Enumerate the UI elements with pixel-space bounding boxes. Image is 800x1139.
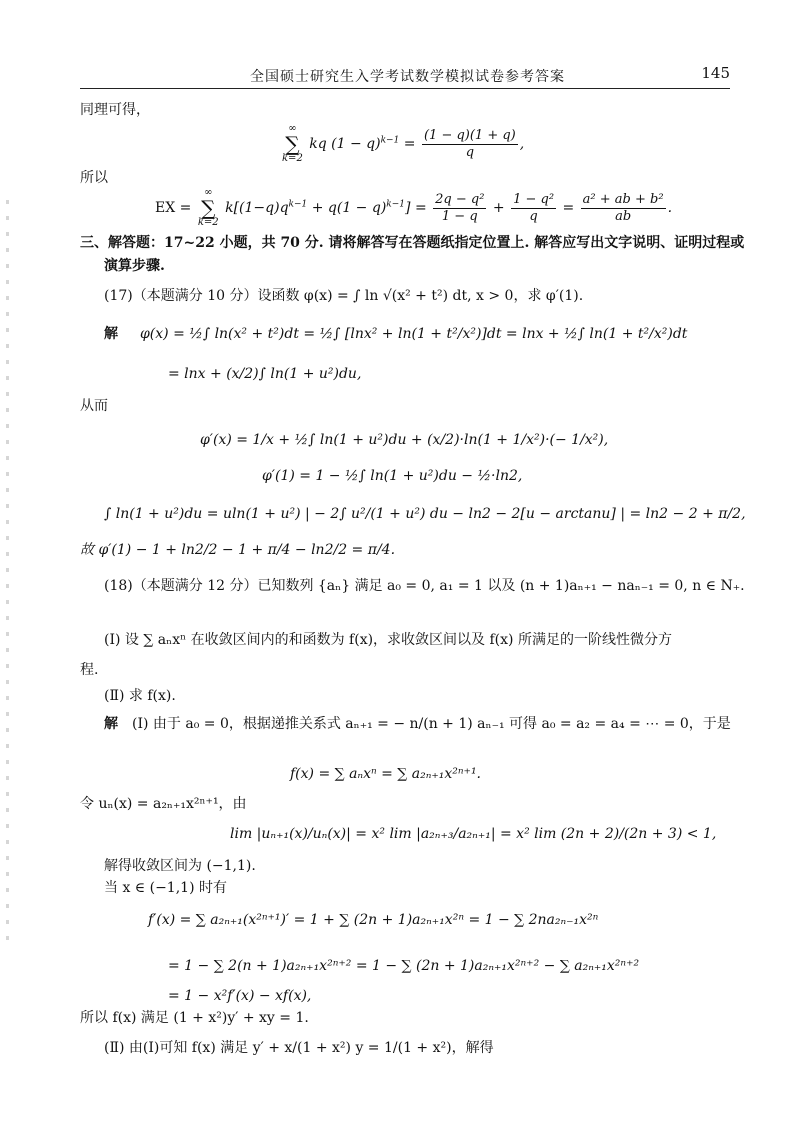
solution-label: 解	[104, 326, 118, 342]
question-18: (18)（本题满分 12 分）已知数列 {aₙ} 满足 a₀ = 0, a₁ = 1 以及 (n + 1)aₙ₊₁ − naₙ₋₁ = 0, n ∈ N₊.	[104, 578, 745, 594]
q18-solution-5: 解得收敛区间为 (−1,1).	[104, 858, 256, 874]
text-line: 所以	[80, 170, 108, 186]
equation-sum-kq: ∞ ∑ k=2 kq $(1 - q)^{k-1}$ = $\frac{(1 - q)(1 + q)}{q}$ ,	[282, 123, 525, 164]
q18-solution-4: lim |uₙ₊₁(x)/uₙ(x)| = x² lim |a₂ₙ₊₃/a₂ₙ₊₁| = x² lim (2n + 2)/(2n + 3) < 1,	[230, 826, 717, 842]
q17-derivative: φ′(x) = 1/x + ½∫ ln(1 + u²)du + (x/2)·ln(1 + 1/x²)·(− 1/x²),	[200, 432, 609, 448]
q17-answer: 故 φ′(1) − 1 + ln2/2 − 1 + π/4 − ln2/2 = π/4.	[80, 542, 396, 558]
margin-scan-marks	[6, 200, 9, 940]
q17-solution-line-2: = lnx + (x/2)∫ ln(1 + u²)du,	[168, 366, 362, 382]
text-line: 同理可得，	[80, 102, 150, 118]
q18-part-1: (Ⅰ) 设 ∑ aₙxⁿ 在收敛区间内的和函数为 f(x)，求收敛区间以及 f(x) 所满足的一阶线性微分方	[104, 632, 672, 648]
q18-solution-6: 当 x ∈ (−1,1) 时有	[104, 880, 227, 896]
q18-solution-3: 令 uₙ(x) = a₂ₙ₊₁x²ⁿ⁺¹，由	[80, 796, 247, 812]
q18-solution-8: = 1 − ∑ 2(n + 1)a₂ₙ₊₁x²ⁿ⁺² = 1 − ∑ (2n + 1)a₂ₙ₊₁x²ⁿ⁺² − ∑ a₂ₙ₊₁x²ⁿ⁺²	[168, 958, 640, 974]
q18-solution-11: (Ⅱ) 由(Ⅰ)可知 f(x) 满足 y′ + x/(1 + x²) y = 1/(1 + x²)，解得	[104, 1040, 494, 1056]
solution-label: 解	[104, 716, 118, 732]
q17-derivative-at-1: φ′(1) = 1 − ½∫ ln(1 + u²)du − ½·ln2,	[262, 468, 523, 484]
text-line: 从而	[80, 398, 108, 414]
page-header	[80, 62, 730, 89]
equation-ex: EX = ∞ ∑ k=2 $k[(1-q)q^{k-1} + q(1 - q)^{k-1}]$ = $\frac{\text{2q − q²}}{1 - q}$ + $\frac{\text{1 − q²}}{q}$ = $\frac{\text{a² + ab + b²}}{ab}$ .	[155, 187, 673, 228]
q18-solution-7: f′(x) = ∑ a₂ₙ₊₁(x²ⁿ⁺¹)′ = 1 + ∑ (2n + 1)a₂ₙ₊₁x²ⁿ = 1 − ∑ 2na₂ₙ₋₁x²ⁿ	[148, 912, 599, 928]
q18-solution-9: = 1 − x²f′(x) − xf(x),	[168, 988, 312, 1004]
q18-solution-2: f(x) = ∑ aₙxⁿ = ∑ a₂ₙ₊₁x²ⁿ⁺¹.	[290, 766, 482, 782]
question-17: (17)（本题满分 10 分）设函数 φ(x) = ∫ ln √(x² + t²) dt, x > 0，求 φ′(1).	[104, 288, 584, 304]
q18-solution-1: (Ⅰ) 由于 a₀ = 0，根据递推关系式 aₙ₊₁ = − n/(n + 1) aₙ₋₁ 可得 a₀ = a₂ = a₄ = ⋯ = 0，于是	[132, 716, 731, 732]
section-heading: 三、解答题：17~22 小题，共 70 分. 请将解答写在答题纸指定位置上. 解答应写出文字说明、证明过程或	[80, 235, 745, 251]
page-number: 145	[701, 64, 730, 82]
q18-part-1-cont: 程.	[80, 662, 99, 678]
q18-part-2: (Ⅱ) 求 f(x).	[104, 688, 176, 704]
header-title: 全国硕士研究生入学考试数学模拟试卷参考答案	[250, 69, 565, 85]
q18-solution-10: 所以 f(x) 满足 (1 + x²)y′ + xy = 1.	[80, 1010, 309, 1026]
q17-solution-line-1: φ(x) = ½∫ ln(x² + t²)dt = ½∫ [lnx² + ln(1 + t²/x²)]dt = lnx + ½∫ ln(1 + t²/x²)dt	[140, 326, 688, 342]
section-heading-cont: 演算步骤.	[104, 258, 165, 274]
q17-integral: ∫ ln(1 + u²)du = uln(1 + u²) | − 2∫ u²/(1 + u²) du − ln2 − 2[u − arctanu] | = ln2 − 2 + π/2,	[104, 506, 746, 522]
